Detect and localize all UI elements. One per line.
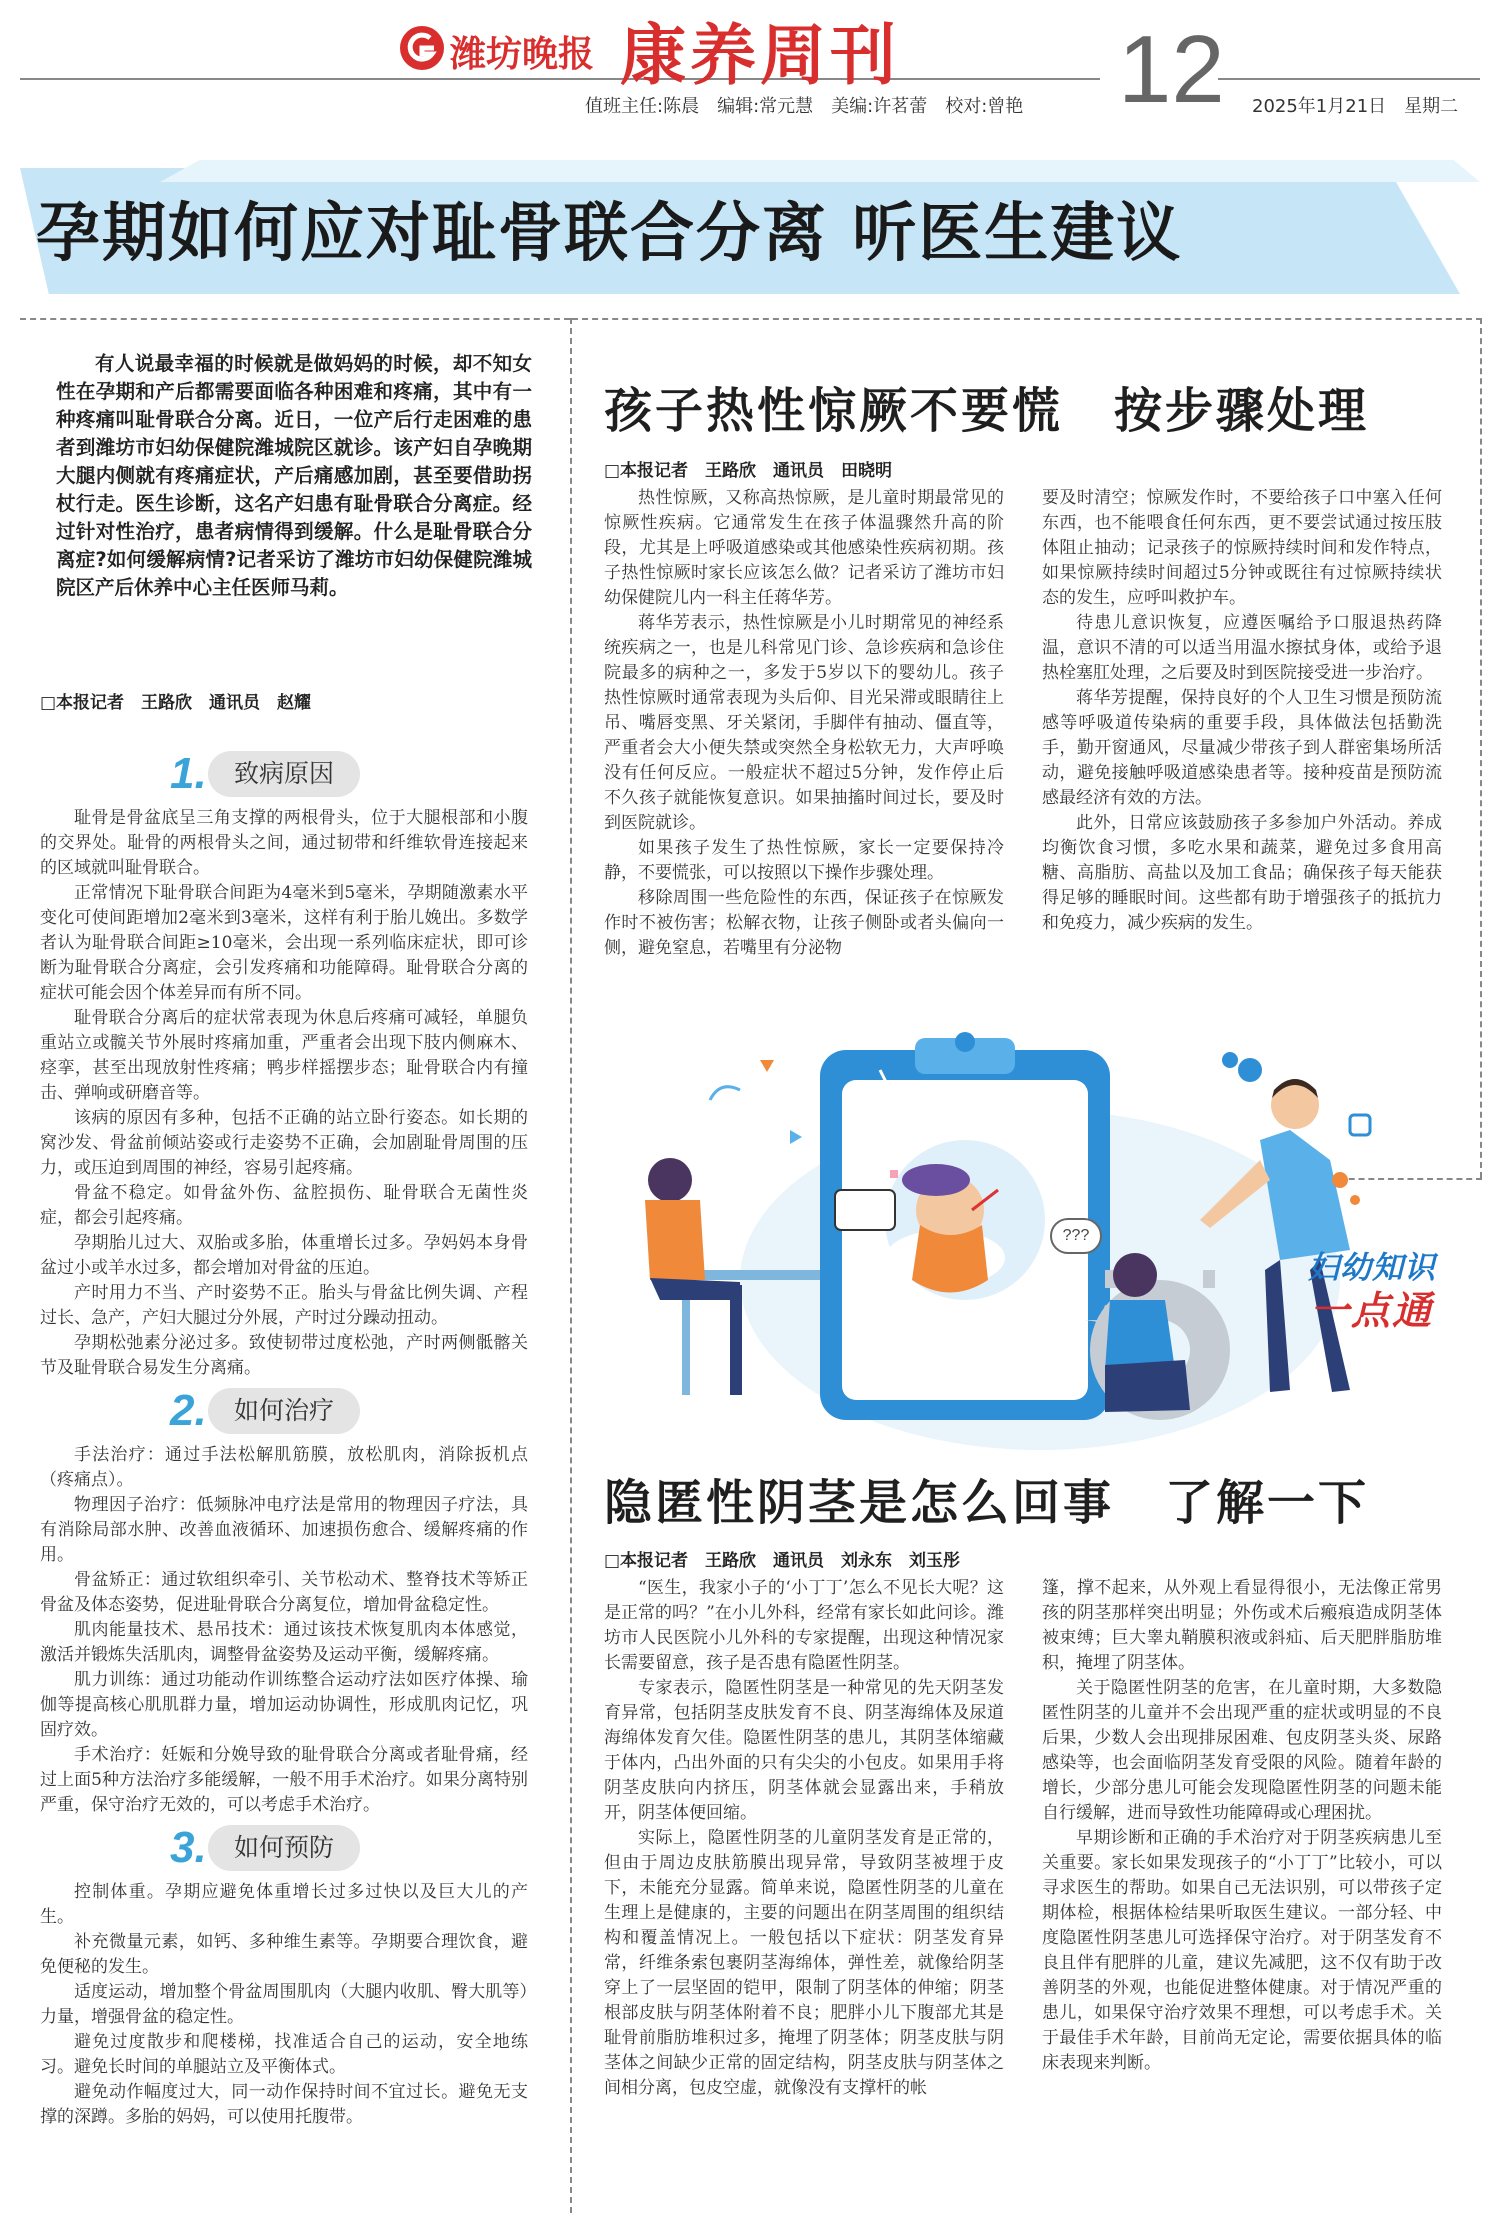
section-heading-treatment bbox=[170, 1385, 528, 1437]
paragraph: 热性惊厥，又称高热惊厥，是儿童时期最常见的惊厥性疾病。它通常发生在孩子体温骤然升高的阶段，尤其是上呼吸道感染或其他感染性疾病初期。孩子热性惊厥时家长应该怎么做？记者采访了潍坊市妇幼保健院儿内一科主任蒋华芳。 bbox=[604, 488, 1004, 608]
article3-col1 bbox=[604, 1576, 1004, 2101]
illustration-graphic bbox=[590, 1020, 1470, 1450]
brand-logo-icon bbox=[400, 26, 444, 70]
article2-top-rule bbox=[572, 318, 1482, 320]
section-title: 致病原因 bbox=[208, 751, 360, 797]
article3-col2 bbox=[1042, 1576, 1442, 2076]
paragraph: 物理因子治疗：低频脉冲电疗法是常用的物理因子疗法，具有消除局部水肿、改善血液循环、加速损伤愈合、缓解疼痛的作用。 bbox=[40, 1495, 528, 1565]
label-line2: 一点通 bbox=[1310, 1289, 1434, 1334]
headline-band-accent bbox=[160, 160, 1480, 182]
paragraph: 该病的原因有多种，包括不正确的站立卧行姿态。如长期的窝沙发、骨盆前倾站姿或行走姿势不正确，会加剧耻骨周围的压力，或压迫到周围的神经，容易引起疼痛。 bbox=[40, 1108, 528, 1178]
article1 bbox=[56, 350, 532, 602]
paragraph: 孕期胎儿过大、双胎或多胎，体重增长过多。孕妈妈本身骨盆过小或羊水过多，都会增加对骨盆的压迫。 bbox=[40, 1233, 528, 1278]
section-title: 如何预防 bbox=[208, 1825, 360, 1871]
section-name: 康养周刊 bbox=[620, 17, 900, 94]
paragraph: 正常情况下耻骨联合间距为4毫米到5毫米，孕期随激素水平变化可使间距增加2毫米到3毫米，这样有利于胎儿娩出。多数学者认为耻骨联合间距≥10毫米，会出现一系列临床症状，即可诊断为耻骨联合分离症，会引发疼痛和功能障碍。耻骨联合分离的症状可能会因个体差异而有所不同。 bbox=[40, 883, 528, 1003]
masthead-rule-left bbox=[20, 78, 1100, 80]
label-line1: 妇幼知识 bbox=[1308, 1250, 1436, 1286]
section-heading-causes bbox=[170, 748, 528, 800]
section-number: 1. bbox=[170, 749, 207, 798]
paragraph: 控制体重。孕期应避免体重增长过多过快以及巨大儿的产生。 bbox=[40, 1882, 528, 1927]
paragraph: 蒋华芳表示，热性惊厥是小儿时期常见的神经系统疾病之一，也是儿科常见门诊、急诊疾病和急诊住院最多的病种之一，多发于5岁以下的婴幼儿。孩子热性惊厥时通常表现为头后仰、目光呆滞或眼睛往上吊、嘴唇变黑、牙关紧闭，手脚伴有抽动、僵直等，严重者会大小便失禁或突然全身松软无力，大声呼唤没有任何反应。一般症状不超过5分钟，发作停止后不久孩子就能恢复意识。如果抽搐时间过长，要及时到医院就诊。 bbox=[604, 613, 1004, 833]
section-heading-prevention bbox=[170, 1822, 528, 1874]
section-causes-text bbox=[40, 806, 528, 1381]
paragraph: 骨盆不稳定。如骨盆外伤、盆腔损伤、耻骨联合无菌性炎症，都会引起疼痛。 bbox=[40, 1183, 528, 1228]
staff-line: 值班主任:陈晨 编辑:常元慧 美编:许茗蕾 校对:曾艳 bbox=[585, 96, 1024, 117]
masthead bbox=[0, 0, 1500, 130]
paragraph: 早期诊断和正确的手术治疗对于阴茎疾病患儿至关重要。家长如果发现孩子的“小丁丁”比较小，可以寻求医生的帮助。如果自己无法识别，可以带孩子定期体检，根据体检结果听取医生建议。一部分轻、中度隐匿性阴茎患儿可选择保守治疗。对于阴茎发育不良且伴有肥胖的儿童，建议先减肥，这不仅有助于改善阴茎的外观，也能促进整体健康。对于情况严重的患儿，如果保守治疗效果不理想，可以考虑手术。关于最佳手术年龄，目前尚无定论，需要依据具体的临床表现来判断。 bbox=[1042, 1828, 1442, 2073]
health-illustration bbox=[590, 1020, 1470, 1450]
paragraph: 要及时清空；惊厥发作时，不要给孩子口中塞入任何东西，也不能喂食任何东西，更不要尝试通过按压肢体阻止抽动；记录孩子的惊厥持续时间和发作特点，如果惊厥持续时间超过5分钟或既往有过惊厥持续状态的发生，应呼叫救护车。 bbox=[1042, 488, 1442, 608]
paragraph: 耻骨是骨盆底呈三角支撑的两根骨头，位于大腿根部和小腹的交界处。耻骨的两根骨头之间，通过韧带和纤维软骨连接起来的区域就叫耻骨联合。 bbox=[40, 808, 528, 878]
paragraph: 如果孩子发生了热性惊厥，家长一定要保持冷静，不要慌张，可以按照以下操作步骤处理。 bbox=[604, 838, 1004, 883]
section-number: 2. bbox=[170, 1386, 207, 1435]
article1-body bbox=[40, 748, 528, 2130]
article3-title: 隐匿性阴茎是怎么回事 了解一下 bbox=[604, 1475, 1370, 1531]
paragraph: 补充微量元素，如钙、多种维生素等。孕期要合理饮食，避免便秘的发生。 bbox=[40, 1932, 528, 1977]
paragraph: 此外，日常应该鼓励孩子多参加户外活动。养成均衡饮食习惯，多吃水果和蔬菜，避免过多食用高糖、高脂肪、高盐以及加工食品；确保孩子每天能获得足够的睡眠时间。这些都有助于增强孩子的抵抗力和免疫力，减少疾病的发生。 bbox=[1042, 813, 1442, 933]
article2-right-rule bbox=[1480, 318, 1482, 1178]
paragraph: 肌肉能量技术、悬吊技术：通过该技术恢复肌肉本体感觉，激活并锻炼失活肌肉，调整骨盆姿势及运动平衡，缓解疼痛。 bbox=[40, 1620, 528, 1665]
paragraph: 专家表示，隐匿性阴茎是一种常见的先天阴茎发育异常，包括阴茎皮肤发育不良、阴茎海绵体及尿道海绵体发育欠佳。隐匿性阴茎的患儿，其阴茎体缩藏于体内，凸出外面的只有尖尖的小包皮。如果用手将阴茎皮肤向内挤压，阴茎体就会显露出来，手稍放开，阴茎体便回缩。 bbox=[604, 1678, 1004, 1823]
section-number: 3. bbox=[170, 1823, 207, 1872]
paragraph: 待患儿意识恢复，应遵医嘱给予口服退热药降温，意识不清的可以适当用温水擦拭身体，或给予退热栓塞肛处理，之后要及时到医院接受进一步治疗。 bbox=[1042, 613, 1442, 683]
paragraph: 手术治疗：妊娠和分娩导致的耻骨联合分离或者耻骨痛，经过上面5种方法治疗多能缓解，一般不用手术治疗。如果分离特别严重，保守治疗无效的，可以考虑手术治疗。 bbox=[40, 1745, 528, 1815]
article2-col1 bbox=[604, 486, 1004, 961]
article3-byline: □本报记者 王路欣 通讯员 刘永东 刘玉彤 bbox=[604, 1551, 961, 1571]
masthead-rule-right bbox=[1218, 78, 1480, 80]
issue-date: 2025年1月21日 星期二 bbox=[1252, 96, 1459, 117]
article2-byline: □本报记者 王路欣 通讯员 田晓明 bbox=[604, 461, 893, 481]
paragraph: 篷，撑不起来，从外观上看显得很小，无法像正常男孩的阴茎那样突出明显；外伤或术后瘢痕造成阴茎体被束缚；巨大睾丸鞘膜积液或斜疝、后天肥胖脂肪堆积，掩埋了阴茎体。 bbox=[1042, 1578, 1442, 1673]
page-number: 12 bbox=[1118, 16, 1225, 123]
paper-name: 潍坊晚报 bbox=[450, 34, 595, 75]
paragraph: 产时用力不当、产时姿势不正。胎头与骨盆比例失调、产程过长、急产，产妇大腿过分外展，产时过分躁动扭动。 bbox=[40, 1283, 528, 1328]
article1-top-rule bbox=[20, 318, 570, 320]
paragraph: 肌力训练：通过功能动作训练整合运动疗法如医疗体操、瑜伽等提高核心肌肌群力量，增加运动协调性，形成肌肉记忆，巩固疗效。 bbox=[40, 1670, 528, 1740]
paragraph: 孕期松弛素分泌过多。致使韧带过度松弛，产时两侧骶髂关节及耻骨联合易发生分离痛。 bbox=[40, 1333, 528, 1378]
section-prevention-text bbox=[40, 1880, 528, 2130]
article1-lead: 有人说最幸福的时候就是做妈妈的时候，却不知女性在孕期和产后都需要面临各种困难和疼痛，其中有一种疼痛叫耻骨联合分离。近日，一位产后行走困难的患者到潍坊市妇幼保健院潍城院区就诊。该产妇自孕晚期大腿内侧就有疼痛症状，产后痛感加剧，甚至要借助拐杖行走。医生诊断，这名产妇患有耻骨联合分离症。经过针对性治疗，患者病情得到缓解。什么是耻骨联合分离症?如何缓解病情?记者采访了潍坊市妇幼保健院潍城院区产后休养中心主任医师马莉。 bbox=[56, 352, 532, 599]
section-title: 如何治疗 bbox=[208, 1388, 360, 1434]
main-headline: 孕期如何应对耻骨联合分离 听医生建议 bbox=[36, 197, 1183, 271]
paragraph: 适度运动，增加整个骨盆周围肌肉（大腿内收肌、臀大肌等）力量，增强骨盆的稳定性。 bbox=[40, 1982, 528, 2027]
paragraph: 骨盆矫正：通过软组织牵引、关节松动术、整脊技术等矫正骨盆及体态姿势，促进耻骨联合分离复位，增加骨盆稳定性。 bbox=[40, 1570, 528, 1615]
paragraph: 移除周围一些危险性的东西，保证孩子在惊厥发作时不被伤害；松解衣物，让孩子侧卧或者头偏向一侧，避免窒息，若嘴里有分泌物 bbox=[604, 888, 1004, 958]
paragraph: 避免动作幅度过大，同一动作保持时间不宜过长。避免无支撑的深蹲。多胎的妈妈，可以使用托腹带。 bbox=[40, 2082, 528, 2127]
paragraph: 避免过度散步和爬楼梯，找准适合自己的运动，安全地练习。避免长时间的单腿站立及平衡体式。 bbox=[40, 2032, 528, 2077]
paragraph: 耻骨联合分离后的症状常表现为休息后疼痛可减轻，单腿负重站立或髋关节外展时疼痛加重，严重者会出现下肢内侧麻木、痉挛，甚至出现放射性疼痛；鸭步样摇摆步态；耻骨联合内有撞击、弹响或研磨音等。 bbox=[40, 1008, 528, 1103]
section-treatment-text bbox=[40, 1443, 528, 1818]
paragraph: “医生，我家小子的‘小丁丁’怎么不见长大呢？这是正常的吗？”在小儿外科，经常有家长如此问诊。潍坊市人民医院小儿外科的专家提醒，出现这种情况家长需要留意，孩子是否患有隐匿性阴茎。 bbox=[604, 1578, 1004, 1673]
article1-byline: □本报记者 王路欣 通讯员 赵耀 bbox=[40, 693, 312, 713]
paragraph: 实际上，隐匿性阴茎的儿童阴茎发育是正常的，但由于周边皮肤筋膜出现异常，导致阴茎被埋于皮下，未能充分显露。简单来说，隐匿性阴茎的儿童在生理上是健康的，主要的问题出在阴茎周围的组织结构和覆盖情况上。一般包括以下症状：阴茎发育异常，纤维条索包裹阴茎海绵体，弹性差，就像给阴茎穿上了一层坚固的铠甲，限制了阴茎体的伸缩；阴茎根部皮肤与阴茎体附着不良；肥胖小儿下腹部尤其是耻骨前脂肪堆积过多，掩埋了阴茎体；阴茎皮肤与阴茎体之间缺少正常的固定结构，阴茎皮肤与阴茎体之间相分离，包皮空虚，就像没有支撑杆的帐 bbox=[604, 1828, 1004, 2098]
article2-col2 bbox=[1042, 486, 1442, 936]
article2-title: 孩子热性惊厥不要慌 按步骤处理 bbox=[604, 383, 1370, 439]
paragraph: 蒋华芳提醒，保持良好的个人卫生习惯是预防流感等呼吸道传染病的重要手段，具体做法包括勤洗手，勤开窗通风，尽量减少带孩子到人群密集场所活动，避免接触呼吸道感染患者等。接种疫苗是预防流感最经济有效的方法。 bbox=[1042, 688, 1442, 808]
speech-bubble: ??? bbox=[1050, 1218, 1102, 1254]
paragraph: 手法治疗：通过手法松解肌筋膜，放松肌肉，消除扳机点（疼痛点）。 bbox=[40, 1445, 528, 1490]
paragraph: 关于隐匿性阴茎的危害，在儿童时期，大多数隐匿性阴茎的儿童并不会出现严重的症状或明显的不良后果，少数人会出现排尿困难、包皮阴茎头炎、尿路感染等，也会面临阴茎发育受限的风险。随着年龄的增长，少部分患儿可能会发现隐匿性阴茎的问题未能自行缓解，进而导致性功能障碍或心理困扰。 bbox=[1042, 1678, 1442, 1823]
column-divider bbox=[570, 318, 572, 2213]
